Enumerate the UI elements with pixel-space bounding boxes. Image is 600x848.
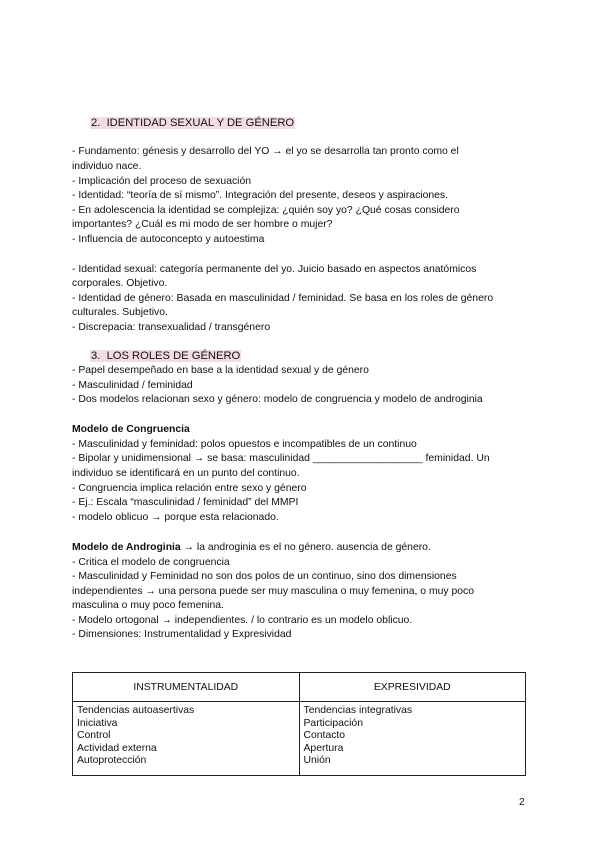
- dimensions-table: [72, 672, 526, 776]
- section-3-number: 3.: [91, 350, 101, 362]
- text-line: - Bipolar y unidimensional → se basa: masculinidad ___________________ feminidad. Un: [72, 453, 490, 464]
- text-line: - Papel desempeñado en base a la identidad sexual y de género: [72, 365, 369, 376]
- text-line: - Ej.: Escala “masculinidad / feminidad” del MMPI: [72, 497, 299, 508]
- list-item: Control: [77, 730, 111, 742]
- list-item: Iniciativa: [77, 717, 118, 729]
- section-3-heading: [90, 349, 241, 363]
- table-header-row: [73, 673, 526, 702]
- list-item: Tendencias integrativas: [303, 705, 413, 716]
- list-item: Participación: [303, 717, 363, 729]
- section-2-title: IDENTIDAD SEXUAL Y DE GÉNERO: [106, 117, 295, 129]
- text-line: - Discrepacia: transexualidad / transgénero: [72, 322, 271, 333]
- text-line: - En adolescencia la identidad se complejiza: ¿quién soy yo? ¿Qué cosas considero: [72, 205, 460, 216]
- table-row: [73, 702, 526, 776]
- text-line: - Implicación del proceso de sexuación: [72, 176, 252, 187]
- text-line: - Congruencia implica relación entre sexo y género: [72, 483, 307, 494]
- text-line: - Influencia de autoconcepto y autoestima: [72, 234, 265, 245]
- section-3-title: LOS ROLES DE GÉNERO: [106, 350, 241, 362]
- text-line: individuo nace.: [72, 161, 142, 172]
- header-instrumentalidad: INSTRUMENTALIDAD: [73, 673, 300, 702]
- text-line: corporales. Objetivo.: [72, 278, 168, 289]
- text-line: - Masculinidad y Feminidad no son dos polos de un continuo, sino dos dimensiones: [72, 571, 457, 582]
- section-2-heading: [90, 116, 295, 130]
- list-item: Actividad externa: [77, 742, 157, 754]
- list-item: Unión: [303, 755, 331, 767]
- instrumentalidad-cell: [73, 702, 300, 776]
- androginia-title-rest: → la androginia es el no género. ausencia de género.: [180, 542, 431, 553]
- list-item: Contacto: [303, 730, 346, 742]
- text-line: - Dos modelos relacionan sexo y género: modelo de congruencia y modelo de androginia: [72, 394, 483, 405]
- text-line: individuo se identificará en un punto del continuo.: [72, 468, 300, 479]
- text-line: culturales. Subjetivo.: [72, 307, 168, 318]
- page-number: 2: [519, 797, 525, 808]
- congruencia-title: Modelo de Congruencia: [72, 424, 190, 435]
- text-line: - Critica el modelo de congruencia: [72, 557, 230, 568]
- androginia-title: Modelo de Androginia: [72, 542, 181, 553]
- section-2-number: 2.: [91, 117, 101, 129]
- text-line: - Masculinidad / feminidad: [72, 380, 193, 391]
- text-line: - Modelo ortogonal → independientes. / lo contrario es un modelo oblicuo.: [72, 615, 413, 626]
- header-expresividad: EXPRESIVIDAD: [299, 673, 526, 702]
- expresividad-cell: [299, 702, 526, 776]
- text-line: - modelo oblicuo → porque esta relacionado.: [72, 512, 279, 523]
- list-item: Tendencias autoasertivas: [77, 705, 195, 716]
- androginia-heading: [72, 541, 431, 555]
- text-line: - Identidad: “teoría de sí mismo”. Integración del presente, deseos y aspiraciones.: [72, 190, 448, 201]
- text-line: - Identidad sexual: categoría permanente del yo. Juicio basado en aspectos anatómicos: [72, 264, 477, 275]
- text-line: independientes → una persona puede ser muy masculina o muy femenina, o muy poco: [72, 586, 475, 597]
- list-item: Autoprotección: [77, 755, 147, 767]
- text-line: - Identidad de género: Basada en masculinidad / feminidad. Se basa en los roles de género: [72, 293, 494, 304]
- text-line: - Dimensiones: Instrumentalidad y Expresividad: [72, 629, 292, 640]
- text-line: - Masculinidad y feminidad: polos opuestos e incompatibles de un continuo: [72, 439, 417, 450]
- text-line: - Fundamento: génesis y desarrollo del YO → el yo se desarrolla tan pronto como el: [72, 146, 459, 157]
- text-line: importantes? ¿Cuál es mi modo de ser hombre o mujer?: [72, 219, 333, 230]
- text-line: masculina o muy poco femenina.: [72, 600, 224, 611]
- list-item: Apertura: [303, 742, 344, 754]
